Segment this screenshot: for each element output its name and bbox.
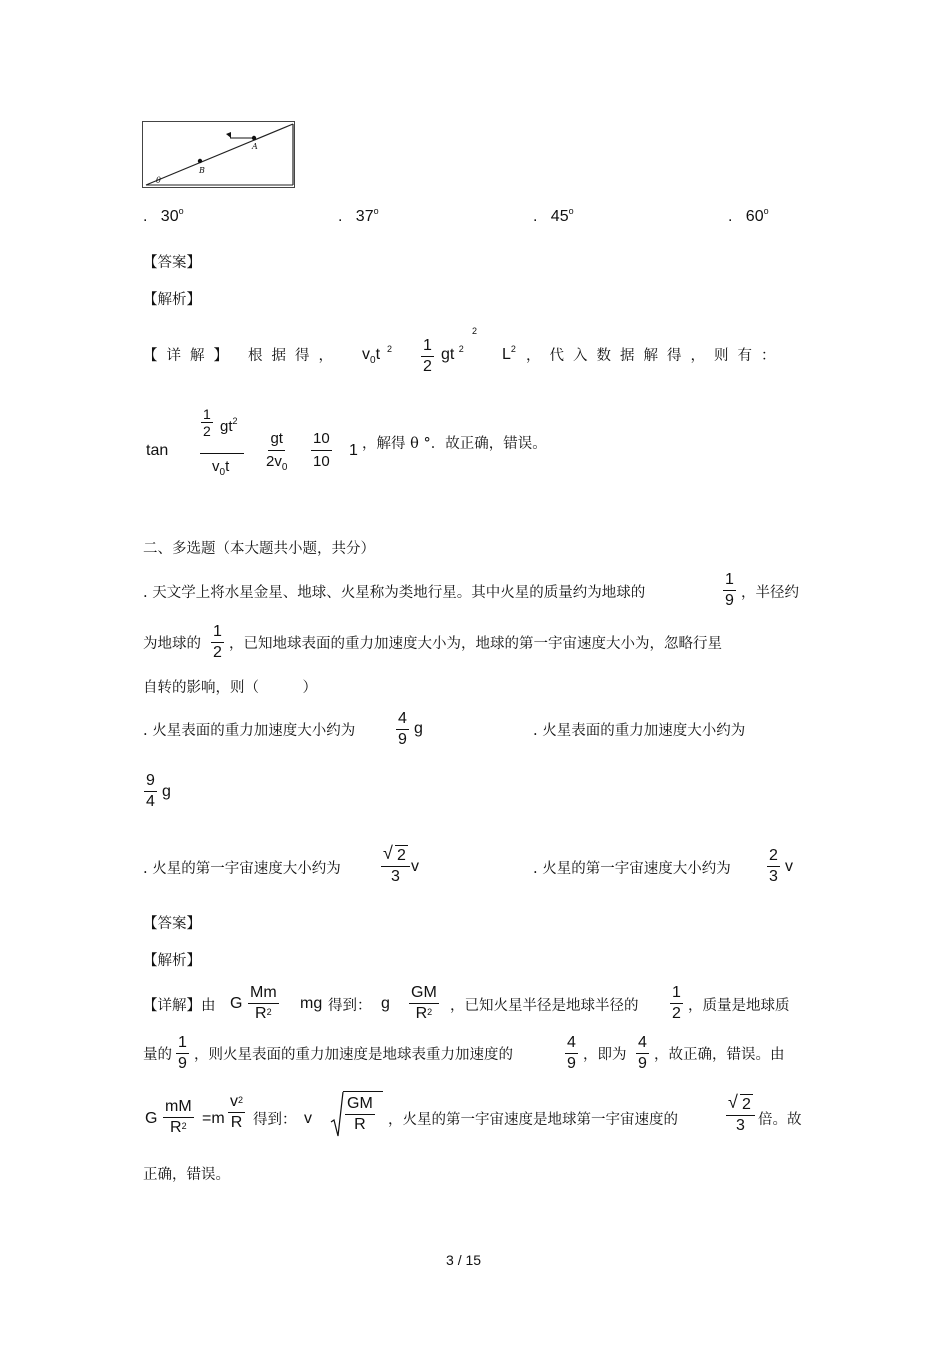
analysis-label: 【解析】 xyxy=(143,292,201,308)
svg-text:θ: θ xyxy=(156,176,161,185)
q2-line2-b: ，则火星表面的重力加速度是地球表重力加速度的 xyxy=(194,1047,513,1063)
q2-stem-1-tail: ，半径约 xyxy=(741,585,799,601)
formula-mg: mg xyxy=(300,995,323,1012)
fraction-10-10: $\frac{10}{10}$ xyxy=(313,430,330,470)
fraction-half-small: $\frac{1}{2}$ xyxy=(203,406,211,439)
tan-value: 1 xyxy=(349,442,358,459)
q2-stem-1: . 天文学上将水星金星、地球、火星称为类地行星。其中火星的质量约为地球的 xyxy=(143,585,646,601)
option-a: . 30$^o$ xyxy=(143,206,184,225)
q2-line2-d: ，故正确，错误。由 xyxy=(654,1047,785,1063)
q2-option-a: . 火星表面的重力加速度大小约为 xyxy=(143,723,356,739)
q2-times: 倍。故 xyxy=(758,1112,802,1128)
option-d-v: v xyxy=(785,858,793,875)
q2-option-b: . 火星表面的重力加速度大小约为 xyxy=(533,723,746,739)
detail-label: 【详解】 xyxy=(143,348,237,364)
fraction-4-9-b: $\frac{4}{9}$ xyxy=(567,1034,576,1072)
formula-g: g xyxy=(381,995,390,1012)
fraction-1-2: $\frac{1}{2}$ xyxy=(213,623,222,661)
fraction-half: $\frac{1}{2}$ xyxy=(423,337,432,375)
q2-stem-2-head: 为地球的 xyxy=(143,636,201,652)
svg-text:A: A xyxy=(252,142,258,151)
q2-line2-c: ，即为 xyxy=(583,1047,627,1063)
fraction-GM-R: $\frac{GM}{R}$ xyxy=(347,1095,373,1133)
q2-v-first: ，火星的第一宇宙速度是地球第一宇宙速度的 xyxy=(388,1112,678,1128)
fraction-v2-R: $\frac{v^2}{R}$ xyxy=(230,1093,244,1131)
fraction-GM-R2: $\frac{GM}{R^2}$ xyxy=(411,984,437,1022)
q2-option-d: . 火星的第一宇宙速度大小约为 xyxy=(533,861,731,877)
section-title: 二、多选题（本大题共小题，共分） xyxy=(143,541,375,557)
fraction-mM-R2: $\frac{mM}{R^2}$ xyxy=(165,1098,192,1136)
option-c-v: v xyxy=(411,858,419,875)
q2-stem-3: 自转的影响，则（ ） xyxy=(143,680,317,696)
option-d: . 60$^o$ xyxy=(728,206,769,225)
answer-label: 【答案】 xyxy=(143,255,201,271)
fraction-1-9-b: $\frac{1}{9}$ xyxy=(178,1034,187,1072)
fraction-sqrt2-3: √ 2 3 xyxy=(381,845,410,887)
option-a-g: g xyxy=(414,720,423,737)
svg-text:B: B xyxy=(199,166,205,175)
formula-v: v xyxy=(304,1110,312,1127)
q2-detail-label: 【详解】由 xyxy=(143,998,216,1014)
fraction-Mm-R2: $\frac{Mm}{R^2}$ xyxy=(250,984,277,1022)
formula-gt2-num: $gt^2$ xyxy=(220,416,238,435)
tan-label: tan xyxy=(146,442,169,459)
formula-v0t-den: $v_0t$ xyxy=(212,458,230,478)
fraction-4-9: $\frac{4}{9}$ xyxy=(398,710,407,748)
fraction-sqrt2-3-b: √ 2 3 xyxy=(726,1094,755,1136)
option-b: . 37$^o$ xyxy=(338,206,379,225)
detail-text-2: ，代入数据解得，则有： xyxy=(526,348,785,364)
fraction-2-3: $\frac{2}{3}$ xyxy=(769,847,778,885)
q2-stem-2: ，已知地球表面的重力加速度大小为，地球的第一宇宙速度大小为，忽略行星 xyxy=(229,636,722,652)
fraction-1-2-b: $\frac{1}{2}$ xyxy=(672,984,681,1022)
fraction-9-4: $\frac{9}{4}$ xyxy=(146,772,155,810)
q2-option-c: . 火星的第一宇宙速度大小约为 xyxy=(143,861,341,877)
q2-analysis-label: 【解析】 xyxy=(143,953,201,969)
formula-L2: $L^2$ xyxy=(502,344,516,363)
formula-G-b: G xyxy=(145,1110,158,1127)
sqrt-sign xyxy=(330,1090,344,1140)
result-text: ，解得 θ °．故正确，错误。 xyxy=(362,436,547,452)
option-b-g: g xyxy=(162,783,171,800)
detail-text-1: 根据得， xyxy=(248,348,342,364)
formula-eq-m: =m xyxy=(202,1110,225,1127)
formula-gt2: gt $^2$ xyxy=(441,344,464,363)
q2-answer-label: 【答案】 xyxy=(143,916,201,932)
fraction-1-9: $\frac{1}{9}$ xyxy=(725,571,734,609)
q2-line2-a: 量的 xyxy=(143,1047,172,1063)
q2-get-1: 得到： xyxy=(328,998,372,1014)
q2-mass: ，质量是地球质 xyxy=(688,998,790,1014)
q2-get-2: 得到： xyxy=(253,1112,297,1128)
q2-last: 正确，错误。 xyxy=(143,1167,230,1183)
fraction-gt-2v0: $\frac{gt}{2v_0}$ xyxy=(266,430,288,473)
formula-square: 2 xyxy=(472,326,478,336)
incline-diagram xyxy=(142,121,296,189)
sqrt-bar xyxy=(343,1091,383,1092)
formula-v0t2: $v_0t$ $^2$ xyxy=(362,344,392,367)
formula-G: G xyxy=(230,995,243,1012)
q2-known: ，已知火星半径是地球半径的 xyxy=(450,998,639,1014)
page-number: 3 / 15 xyxy=(446,1252,482,1268)
option-c: . 45$^o$ xyxy=(533,206,574,225)
fraction-4-9-c: $\frac{4}{9}$ xyxy=(638,1034,647,1072)
